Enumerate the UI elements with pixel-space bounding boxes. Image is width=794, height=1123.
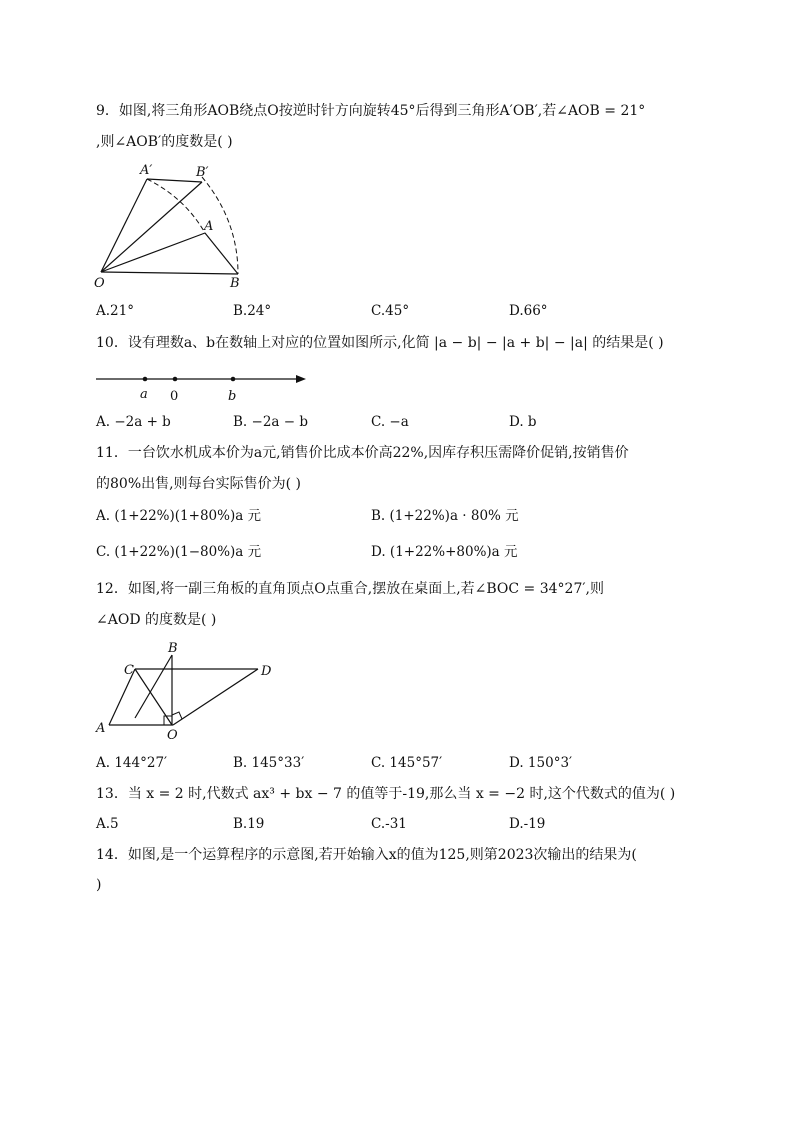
q10-option-d: D. b bbox=[509, 414, 537, 430]
q10-number-line bbox=[94, 368, 314, 404]
q10-label-b: b bbox=[228, 389, 237, 404]
q10-option-b: B. −2a − b bbox=[233, 414, 308, 430]
q11-option-b: B. (1+22%)a · 80% 元 bbox=[371, 508, 519, 524]
q12-label-d: D bbox=[261, 664, 272, 679]
q9-figure bbox=[92, 160, 252, 290]
q9-label-b: B bbox=[230, 276, 240, 290]
q12-stem-line1: 12．如图,将一副三角板的直角顶点O点重合,摆放在桌面上,若∠BOC = 34°27′,则 bbox=[96, 581, 604, 597]
q12-option-a: A. 144°27′ bbox=[96, 755, 168, 771]
q12-figure bbox=[92, 638, 282, 748]
q13-option-c: C.-31 bbox=[371, 816, 407, 832]
q12-label-c: C bbox=[124, 663, 134, 678]
q10-option-a: A. −2a + b bbox=[96, 414, 171, 430]
q11-stem-line2: 的80%出售,则每台实际售价为( ) bbox=[96, 476, 301, 492]
q14-stem-line1: 14．如图,是一个运算程序的示意图,若开始输入x的值为125,则第2023次输出的结果为( bbox=[96, 847, 637, 863]
q10-label-zero: 0 bbox=[170, 389, 179, 404]
q11-stem-line1: 11．一台饮水机成本价为a元,销售价比成本价高22%,因库存积压需降价促销,按销售价 bbox=[96, 445, 629, 461]
q12-option-b: B. 145°33′ bbox=[233, 755, 305, 771]
q9-label-a: A bbox=[204, 219, 214, 234]
q13-option-b: B.19 bbox=[233, 816, 265, 832]
q12-label-a: A bbox=[96, 721, 106, 736]
q11-option-c: C. (1+22%)(1−80%)a 元 bbox=[96, 544, 262, 560]
q9-label-b-prime: B′ bbox=[196, 165, 209, 180]
q12-label-b: B bbox=[168, 641, 178, 656]
q10-option-c: C. −a bbox=[371, 414, 409, 430]
q11-option-a: A. (1+22%)(1+80%)a 元 bbox=[96, 508, 262, 524]
q12-label-o: O bbox=[167, 728, 178, 743]
q13-option-d: D.-19 bbox=[509, 816, 546, 832]
q12-option-d: D. 150°3′ bbox=[509, 755, 573, 771]
q10-stem-line1: 10．设有理数a、b在数轴上对应的位置如图所示,化简 |a − b| − |a + b| − |a| 的结果是( ) bbox=[96, 335, 664, 351]
q13-stem-line1: 13．当 x = 2 时,代数式 ax³ + bx − 7 的值等于-19,那么当 x = −2 时,这个代数式的值为( ) bbox=[96, 786, 676, 802]
q12-option-c: C. 145°57′ bbox=[371, 755, 443, 771]
q10-label-a: a bbox=[140, 387, 148, 402]
q13-option-a: A.5 bbox=[96, 816, 119, 832]
q9-option-d: D.66° bbox=[509, 303, 548, 319]
q9-stem-line1: 9．如图,将三角形AOB绕点O按逆时针方向旋转45°后得到三角形A′OB′,若∠AOB = 21° bbox=[96, 103, 646, 119]
q11-option-d: D. (1+22%+80%)a 元 bbox=[371, 544, 518, 560]
q9-option-a: A.21° bbox=[96, 303, 134, 319]
q9-option-b: B.24° bbox=[233, 303, 272, 319]
q12-stem-line2: ∠AOD 的度数是( ) bbox=[96, 612, 217, 628]
q9-stem-line2: ,则∠AOB′的度数是( ) bbox=[96, 134, 233, 150]
q9-option-c: C.45° bbox=[371, 303, 410, 319]
q9-label-o: O bbox=[94, 276, 105, 290]
q14-stem-line2: ) bbox=[96, 877, 102, 893]
q9-label-a-prime: A′ bbox=[140, 163, 153, 178]
